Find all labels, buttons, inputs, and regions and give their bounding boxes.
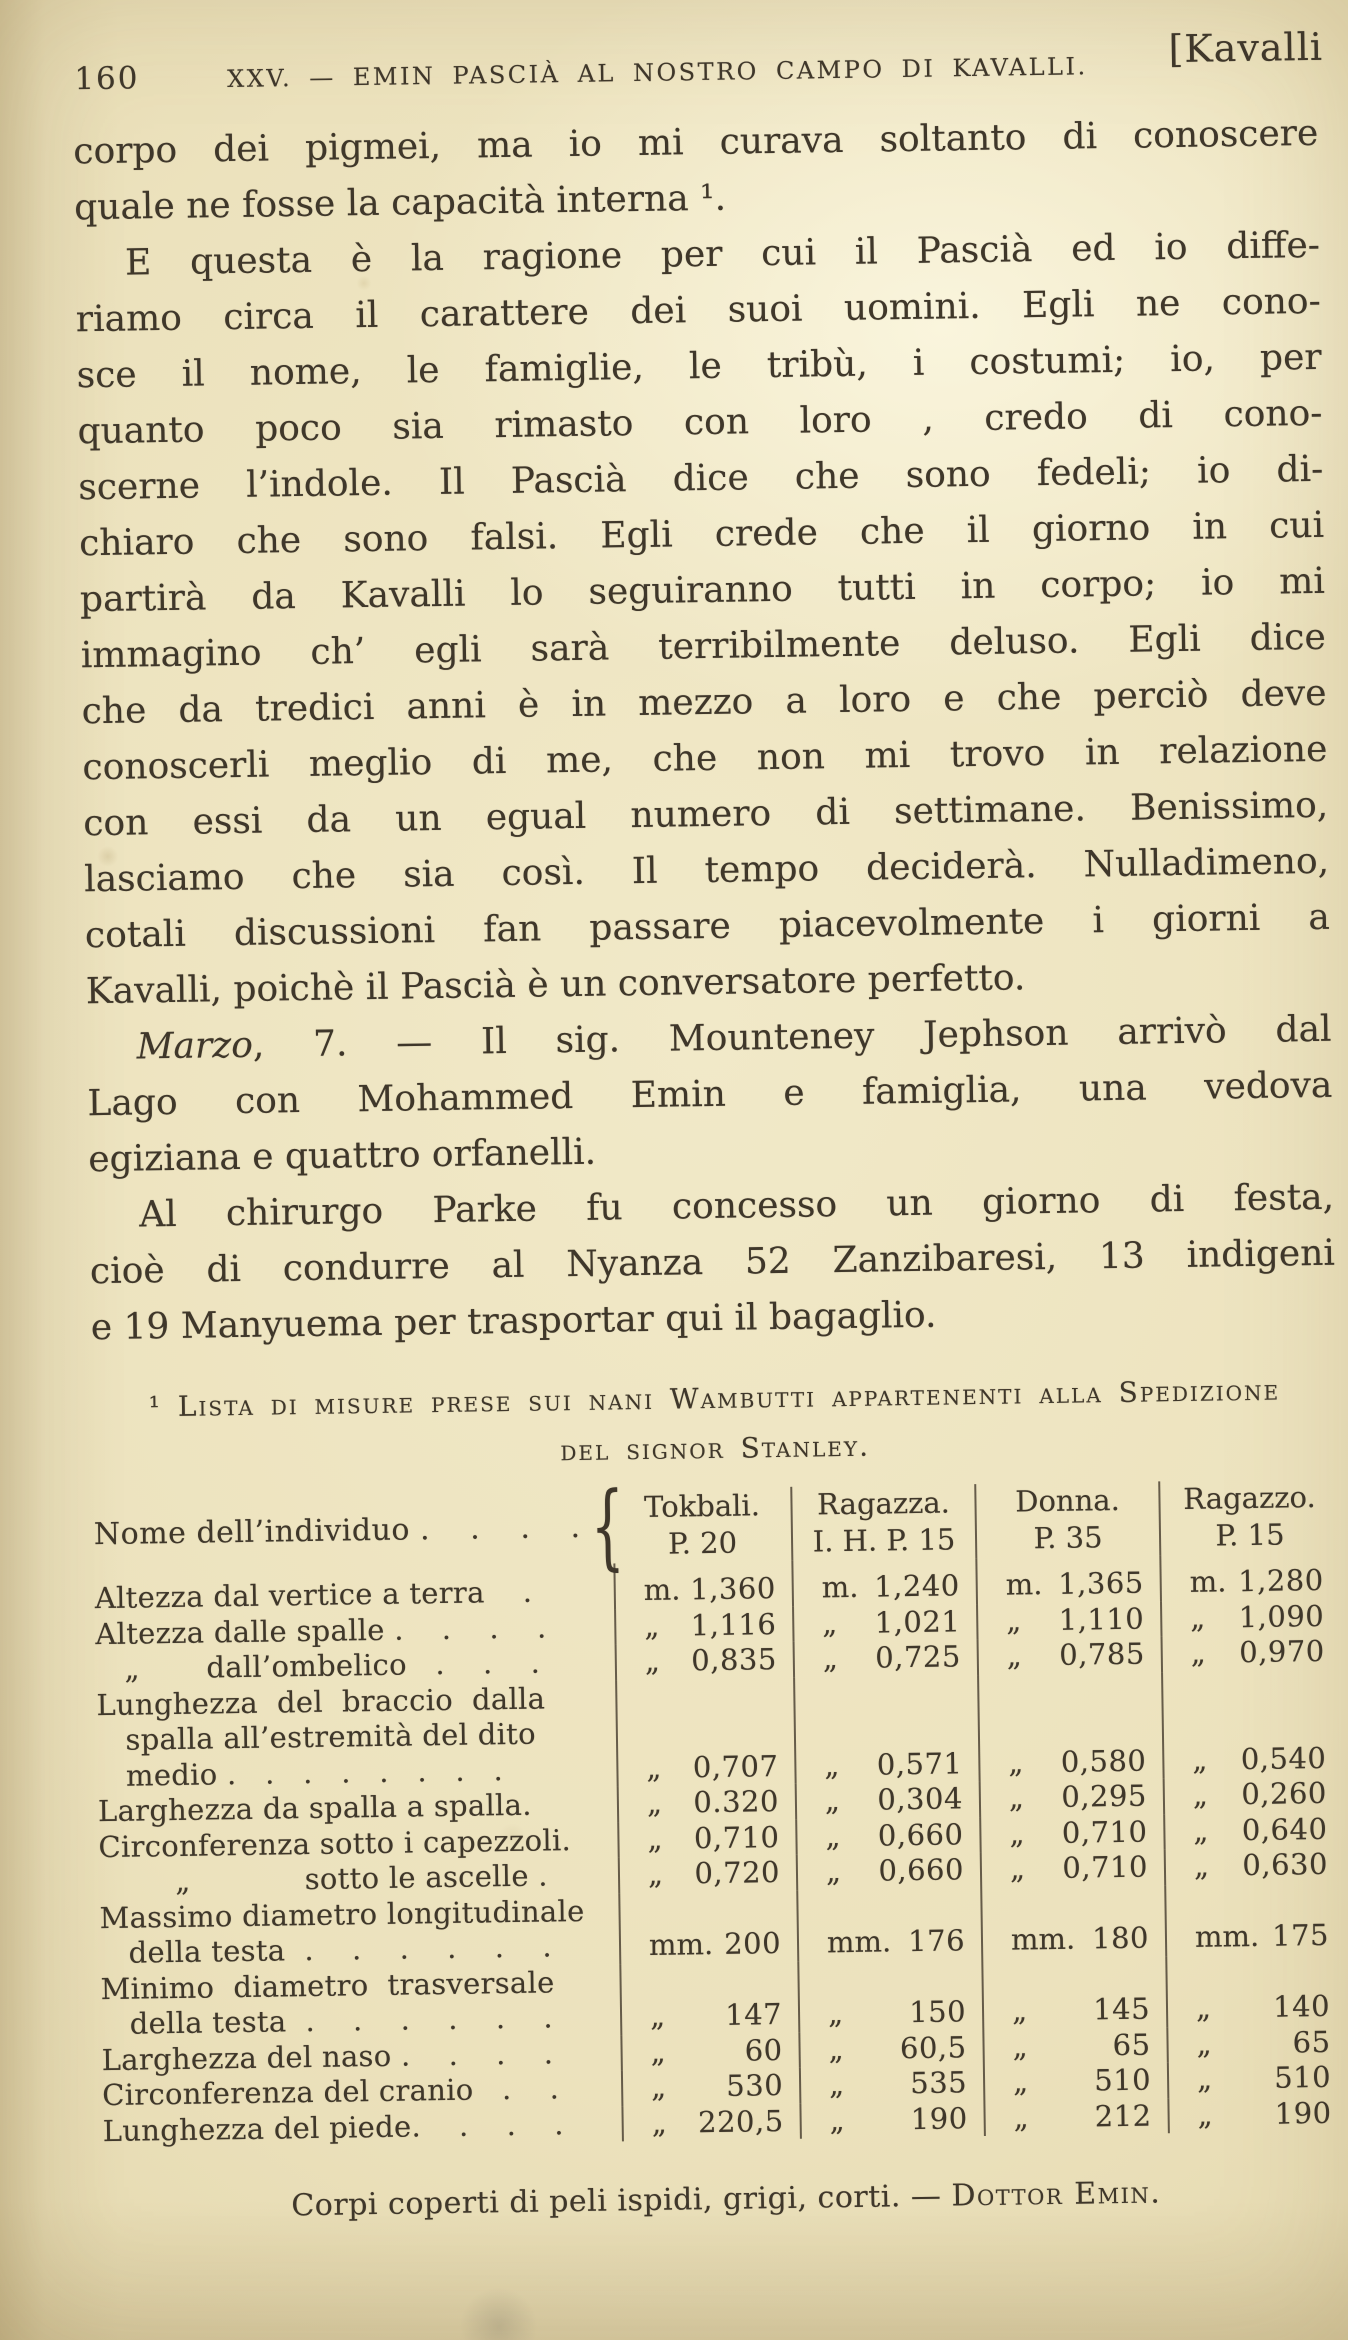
unit-mark: „ bbox=[1195, 1990, 1212, 2025]
measurement bbox=[980, 1743, 1163, 1781]
measurement-value: 176 bbox=[907, 1923, 966, 1959]
measurement-value: 510 bbox=[1093, 2062, 1152, 2098]
row-label-line: Lunghezza del piede. . . . bbox=[102, 2106, 564, 2148]
measurement-value: 175 bbox=[1271, 1917, 1330, 1953]
paragraph bbox=[89, 1170, 1336, 1356]
measurement-value: 150 bbox=[908, 1994, 967, 2030]
text-line: quale ne fosse la capacità interna ¹. bbox=[73, 177, 727, 229]
row-label-line: Massimo diametro longitudinale bbox=[99, 1893, 585, 1935]
unit-mark: „ bbox=[1009, 1851, 1026, 1886]
measurement-value: 0,710 bbox=[1062, 1849, 1149, 1885]
measurement-cell bbox=[983, 2027, 1168, 2065]
measurement-cell bbox=[618, 1819, 797, 1857]
text-line: egiziana e quattro orfanelli. bbox=[88, 1131, 597, 1181]
measurement-cell bbox=[976, 1555, 1161, 1603]
measurement-cell bbox=[800, 2065, 985, 2103]
unit-mark: „ bbox=[1008, 1744, 1024, 1780]
measurement-cell bbox=[1164, 1811, 1344, 1849]
measurement bbox=[798, 1852, 981, 1890]
measurement bbox=[623, 2103, 800, 2141]
column-header bbox=[1159, 1479, 1339, 1556]
unit-mark: mm. bbox=[1194, 1918, 1260, 1954]
unit-mark: „ bbox=[650, 2034, 666, 2069]
unit-mark: „ bbox=[644, 1608, 660, 1643]
footnote-line: ¹ Lista di misure prese sui nani Wambutti appartenenti alla Spedizione bbox=[148, 1373, 1281, 1424]
measurement-value: 1,090 bbox=[1238, 1598, 1325, 1634]
measurement-cell bbox=[1162, 1669, 1343, 1778]
unit-mark: „ bbox=[1193, 1813, 1209, 1848]
measurement-value: 220,5 bbox=[697, 2103, 784, 2139]
column-name: Donna. bbox=[1014, 1482, 1121, 1519]
measurement-cell bbox=[984, 2098, 1169, 2136]
measurement-cell bbox=[798, 1959, 983, 2033]
measurement bbox=[982, 1849, 1165, 1887]
unit-mark: „ bbox=[1189, 1600, 1206, 1635]
page-content bbox=[71, 0, 1348, 2226]
brace-glyph: { bbox=[589, 1470, 625, 1581]
text-line: cotali discussioni fan passare piacevolmente i giorni a bbox=[84, 896, 1331, 957]
measurement-value: 0,970 bbox=[1238, 1633, 1325, 1670]
footer-text: Corpi coperti di peli ispidi, grigi, corti. — bbox=[291, 2178, 952, 2224]
measurement bbox=[800, 1994, 983, 2032]
measurement-value: 1,280 bbox=[1237, 1562, 1324, 1599]
measurement-cell bbox=[793, 1604, 978, 1642]
column-subtitle: P. 20 bbox=[667, 1525, 738, 1561]
measurement-cell bbox=[980, 1778, 1165, 1816]
measurement bbox=[795, 1639, 978, 1677]
row-label-line: della testa . . . . . . bbox=[99, 1929, 553, 1971]
measurement bbox=[622, 2032, 799, 2070]
unit-mark: „ bbox=[647, 1821, 663, 1856]
measurement-cell bbox=[980, 1814, 1165, 1852]
running-title: XXV. — EMIN PASCIÀ AL NOSTRO CAMPO DI KAVALLI. bbox=[226, 52, 1088, 94]
measurement-value: 0,785 bbox=[1058, 1636, 1146, 1672]
measurement-value: 190 bbox=[910, 2100, 968, 2136]
measurement-value: 530 bbox=[726, 2068, 784, 2103]
measurement-value: 60 bbox=[744, 2032, 783, 2068]
measurement bbox=[985, 2098, 1168, 2136]
row-label-line: Larghezza da spalla a spalla. bbox=[97, 1787, 532, 1829]
unit-mark: m. bbox=[643, 1572, 681, 1608]
row-label bbox=[96, 1680, 618, 1794]
measurement-value: 140 bbox=[1272, 1988, 1331, 2024]
text-line: conoscerli meglio di me, che non mi trovo in relazione bbox=[82, 728, 1328, 789]
row-label bbox=[99, 1893, 620, 1972]
measurement bbox=[799, 1923, 982, 1961]
unit-mark: m. bbox=[1189, 1564, 1227, 1599]
measurement bbox=[621, 1926, 798, 1964]
measurement-value: 180 bbox=[1091, 1920, 1150, 1956]
measurement bbox=[801, 2101, 984, 2139]
row-label-line: della testa . . . . . . bbox=[100, 2000, 554, 2042]
running-head bbox=[72, 24, 1324, 99]
footnote-line: del signor Stanley. bbox=[560, 1429, 871, 1468]
measurement-cell bbox=[1160, 1553, 1340, 1601]
row-label bbox=[100, 1964, 621, 2043]
measurement bbox=[1168, 2024, 1347, 2062]
row-label-line: „ sotto le ascelle . bbox=[98, 1858, 549, 1900]
measurement-cell bbox=[616, 1677, 796, 1786]
table-body bbox=[94, 1553, 1347, 2149]
unit-mark: „ bbox=[1006, 1638, 1023, 1673]
row-label-line: medio . . . . . . . . bbox=[97, 1752, 504, 1793]
text-line: scerne l’indole. Il Pascià dice che sono fedeli; io di- bbox=[78, 448, 1324, 509]
measurement-value: 65 bbox=[1292, 2024, 1331, 2059]
measurement-cell bbox=[620, 1961, 799, 2035]
unit-mark: „ bbox=[829, 2102, 845, 2137]
column-subtitle: P. 35 bbox=[1033, 1520, 1103, 1556]
unit-mark: „ bbox=[822, 1641, 839, 1676]
measurement bbox=[1162, 1598, 1341, 1636]
unit-mark: „ bbox=[646, 1785, 663, 1820]
measurement-value: 0,660 bbox=[878, 1852, 965, 1888]
italic-text: Marzo bbox=[136, 1024, 254, 1068]
column-header bbox=[791, 1484, 976, 1561]
measurement-cell bbox=[982, 1956, 1167, 2030]
measurement bbox=[619, 1784, 796, 1822]
text-line: partirà da Kavalli lo seguiranno tutti in corpo; io mi bbox=[79, 560, 1326, 621]
measurement-cell bbox=[618, 1784, 797, 1822]
text-line: immagino ch’ egli sarà terribilmente deluso. Egli dice bbox=[80, 616, 1327, 677]
measurement-value: 0,630 bbox=[1242, 1846, 1329, 1883]
column-subtitle: P. 15 bbox=[1215, 1517, 1285, 1553]
text-line: quanto poco sia rimasto con loro , credo di cono- bbox=[77, 392, 1323, 453]
measurement bbox=[796, 1746, 979, 1784]
unit-mark: „ bbox=[1196, 2026, 1212, 2061]
measurement-value: 0,835 bbox=[691, 1642, 778, 1678]
measurement-cell bbox=[615, 1606, 794, 1644]
paragraph bbox=[75, 218, 1331, 1020]
measurement-cell bbox=[1165, 1882, 1345, 1956]
unit-mark: „ bbox=[828, 2031, 844, 2066]
unit-mark: „ bbox=[1012, 2028, 1028, 2064]
measurement bbox=[984, 1991, 1167, 2029]
measurement-value: 65 bbox=[1112, 2027, 1151, 2062]
unit-mark: mm. bbox=[826, 1924, 892, 1960]
measurement bbox=[622, 1997, 799, 2035]
measurement-value: 60,5 bbox=[899, 2029, 967, 2065]
stub-header-label: Nome dell’individuo . . . . bbox=[93, 1509, 581, 1552]
measurement bbox=[984, 2027, 1167, 2065]
measurement-value: 0,725 bbox=[875, 1639, 962, 1675]
measurement-cell bbox=[1168, 2095, 1348, 2133]
measurement bbox=[1169, 2095, 1348, 2133]
unit-mark: „ bbox=[651, 2105, 667, 2140]
unit-mark: „ bbox=[646, 1750, 662, 1785]
text-line: e 19 Manyuema per trasportar qui il bagaglio. bbox=[90, 1294, 937, 1349]
measurement bbox=[1165, 1776, 1344, 1814]
measurement-value: 1,365 bbox=[1057, 1565, 1144, 1601]
measurement-value: 190 bbox=[1274, 2095, 1332, 2131]
measurement-cell bbox=[978, 1636, 1163, 1674]
unit-mark: „ bbox=[824, 1783, 841, 1818]
measurement-value: 0,580 bbox=[1060, 1743, 1147, 1779]
measurement-value: 145 bbox=[1092, 1991, 1151, 2027]
measurement-value: 0,660 bbox=[877, 1816, 964, 1853]
measurement bbox=[1167, 1918, 1346, 1956]
row-label-line: Lunghezza del braccio dalla bbox=[96, 1680, 546, 1722]
measurement-cell bbox=[621, 2032, 800, 2070]
measurement-cell bbox=[796, 1781, 981, 1819]
unit-mark: „ bbox=[1190, 1635, 1207, 1670]
catchword: [Kavalli bbox=[1168, 24, 1324, 72]
measurement bbox=[794, 1604, 977, 1642]
measurement bbox=[801, 2065, 984, 2103]
page-number: 160 bbox=[74, 60, 140, 98]
measurement-value: 510 bbox=[1273, 2059, 1332, 2095]
unit-mark: „ bbox=[1011, 1993, 1028, 2028]
text-line: corpo dei pigmei, ma io mi curava soltanto di conoscere bbox=[73, 112, 1319, 173]
measurement bbox=[623, 2068, 800, 2106]
unit-mark: „ bbox=[825, 1854, 842, 1889]
measurement-value: 1,110 bbox=[1058, 1601, 1145, 1637]
measurement bbox=[979, 1636, 1162, 1674]
measurement bbox=[616, 1571, 793, 1609]
text-line: sce il nome, le famiglie, le tribù, i costumi; io, per bbox=[76, 336, 1322, 397]
row-label-line: Minimo diametro trasversale bbox=[100, 1964, 555, 2006]
measurement-cell bbox=[978, 1672, 1164, 1781]
unit-mark: „ bbox=[1196, 2061, 1213, 2096]
row-label-line: Altezza dalle spalle . . . . bbox=[95, 1609, 547, 1651]
unit-mark: „ bbox=[1193, 1848, 1210, 1883]
measurement bbox=[797, 1817, 980, 1855]
measurement-cell bbox=[799, 2030, 984, 2068]
measurement-cell bbox=[981, 1885, 1166, 1959]
measurement-value: 212 bbox=[1094, 2098, 1152, 2133]
unit-mark: „ bbox=[1192, 1777, 1209, 1812]
unit-mark: m. bbox=[821, 1569, 859, 1605]
measurement-cell bbox=[1167, 2024, 1347, 2062]
measurement bbox=[1168, 1989, 1347, 2027]
measurement bbox=[983, 1920, 1166, 1958]
measurement-cell bbox=[792, 1558, 977, 1606]
measurement-value: 0,707 bbox=[692, 1748, 779, 1784]
measurement-value: 0,571 bbox=[876, 1745, 963, 1782]
measurement bbox=[800, 2030, 983, 2068]
unit-mark: mm. bbox=[1010, 1921, 1076, 1957]
text-line: lasciamo che sia così. Il tempo deciderà. Nulladimeno, bbox=[83, 840, 1330, 901]
measurement-value: 200 bbox=[723, 1926, 782, 1961]
measurement-cell bbox=[619, 1890, 798, 1964]
measurement-value: 0,304 bbox=[877, 1781, 964, 1817]
measurement-cell bbox=[1164, 1776, 1344, 1814]
measurement bbox=[1169, 2060, 1348, 2098]
column-header bbox=[613, 1487, 792, 1564]
measurement bbox=[981, 1814, 1164, 1852]
body-text bbox=[73, 106, 1336, 1356]
measurement-value: 0.320 bbox=[693, 1784, 780, 1820]
measurement-cell bbox=[800, 2101, 985, 2139]
row-label-line: Circonferenza del cranio . . bbox=[101, 2071, 560, 2113]
measurement bbox=[1163, 1634, 1342, 1672]
unit-mark: „ bbox=[827, 1996, 844, 2031]
measurement-value: 0,640 bbox=[1241, 1811, 1328, 1847]
text-line: con essi da un egual numero di settimane. Benissimo, bbox=[83, 784, 1329, 845]
text-line: che da tredici anni è in mezzo a loro e che perciò deve bbox=[81, 672, 1327, 733]
column-name: Ragazzo. bbox=[1183, 1480, 1316, 1517]
text-line: Al chirurgo Parke fu concesso un giorno di festa, bbox=[138, 1176, 1335, 1236]
row-label bbox=[94, 1563, 615, 1616]
measurement bbox=[981, 1778, 1164, 1816]
unit-mark: „ bbox=[647, 1856, 664, 1891]
row-label-line: Larghezza del naso . . . . bbox=[101, 2035, 554, 2077]
measurement-value: 0,540 bbox=[1240, 1740, 1327, 1776]
measurement-cell bbox=[1165, 1847, 1345, 1885]
column-subtitle: I. H. P. 15 bbox=[812, 1522, 956, 1559]
paragraph bbox=[73, 106, 1320, 236]
measurement-cell bbox=[1168, 2060, 1348, 2098]
measurement-cell bbox=[1166, 1953, 1346, 2027]
measurement-cell bbox=[977, 1601, 1162, 1639]
measurements-table bbox=[93, 1470, 1348, 2149]
unit-mark: „ bbox=[825, 1818, 841, 1853]
text-line: riamo circa il carattere dei suoi uomini. Egli ne cono- bbox=[75, 280, 1322, 341]
row-label-line: „ dall’ombelico . . . bbox=[95, 1645, 541, 1687]
measurement-cell bbox=[614, 1561, 793, 1609]
measurement-value: 0,710 bbox=[1061, 1814, 1148, 1850]
unit-mark: „ bbox=[650, 2069, 667, 2104]
column-header bbox=[975, 1481, 1160, 1558]
measurement-cell bbox=[794, 1675, 980, 1784]
column-name: Ragazza. bbox=[816, 1485, 951, 1522]
text-line: E questa è la ragione per cui il Pascià ed io diffe- bbox=[124, 224, 1321, 284]
measurement bbox=[1164, 1740, 1343, 1778]
measurement bbox=[978, 1601, 1161, 1639]
measurement-value: 1,021 bbox=[874, 1603, 961, 1640]
text-line: Lago con Mohammed Emin e famiglia, una vedova bbox=[87, 1064, 1333, 1125]
measurement-cell bbox=[797, 1888, 982, 1962]
unit-mark: „ bbox=[1012, 2064, 1029, 2099]
measurement-cell bbox=[1161, 1598, 1341, 1636]
measurement bbox=[620, 1855, 797, 1893]
measurement-value: 1,240 bbox=[873, 1568, 960, 1604]
measurement-cell bbox=[796, 1817, 981, 1855]
unit-mark: „ bbox=[1192, 1742, 1208, 1777]
unit-mark: „ bbox=[1197, 2097, 1213, 2132]
unit-mark: „ bbox=[824, 1747, 840, 1782]
footnote bbox=[92, 1365, 1338, 1483]
measurement-value: 1,360 bbox=[689, 1571, 777, 1607]
unit-mark: „ bbox=[1008, 1780, 1025, 1815]
footer-signature: Dottor Emin. bbox=[951, 2175, 1162, 2214]
measurement-cell bbox=[981, 1849, 1166, 1887]
row-label-line: Circonferenza sotto i capezzoli. bbox=[98, 1822, 572, 1864]
table-row bbox=[96, 1669, 1342, 1794]
measurement bbox=[616, 1606, 793, 1644]
row-label-line: spalla all’estremità del dito bbox=[96, 1716, 537, 1758]
unit-mark: „ bbox=[1013, 2099, 1029, 2135]
unit-mark: „ bbox=[1009, 1815, 1025, 1851]
unit-mark: „ bbox=[1006, 1602, 1022, 1638]
text-line: Marzo, 7. — Il sig. Mounteney Jephson arrivò dal bbox=[136, 1008, 1332, 1068]
measurement-value: 0,710 bbox=[693, 1819, 780, 1855]
unit-mark: „ bbox=[649, 1998, 666, 2033]
unit-mark: m. bbox=[1005, 1567, 1043, 1602]
measurement bbox=[1166, 1847, 1345, 1885]
measurement bbox=[1165, 1811, 1344, 1849]
row-label bbox=[102, 2106, 622, 2149]
text-line: cioè di condurre al Nyanza 52 Zanzibaresi, 13 indigeni bbox=[89, 1232, 1336, 1293]
measurement-value: 147 bbox=[724, 1997, 783, 2032]
measurement-value: 0,260 bbox=[1241, 1775, 1328, 1812]
measurement bbox=[1161, 1563, 1340, 1601]
measurement-cell bbox=[1162, 1634, 1342, 1672]
measurement-cell bbox=[797, 1852, 982, 1890]
row-label-line: Altezza dal vertice a terra . bbox=[94, 1574, 533, 1616]
measurement bbox=[619, 1819, 796, 1857]
unit-mark: mm. bbox=[648, 1927, 714, 1962]
table-caption-footer bbox=[104, 2173, 1348, 2226]
table-stub-header bbox=[93, 1470, 625, 1581]
text-line: chiaro che sono falsi. Egli crede che il giorno in cui bbox=[78, 504, 1325, 565]
paragraph bbox=[86, 1002, 1333, 1188]
measurement bbox=[797, 1781, 980, 1819]
unit-mark: „ bbox=[822, 1605, 838, 1640]
measurement bbox=[617, 1642, 794, 1680]
measurement-value: 0,295 bbox=[1061, 1778, 1148, 1814]
measurement-value: 0,720 bbox=[694, 1855, 781, 1891]
unit-mark: „ bbox=[828, 2067, 845, 2102]
measurement-cell bbox=[616, 1642, 795, 1680]
measurement-cell bbox=[622, 2103, 801, 2141]
text-line: Kavalli, poichè il Pascià è un conversatore perfetto. bbox=[85, 957, 1026, 1013]
measurement-cell bbox=[622, 2068, 801, 2106]
measurement bbox=[793, 1568, 976, 1606]
column-name: Tokbali. bbox=[643, 1488, 761, 1525]
measurement bbox=[977, 1565, 1160, 1603]
unit-mark: „ bbox=[644, 1643, 661, 1679]
measurement bbox=[618, 1748, 795, 1786]
measurement-cell bbox=[794, 1639, 979, 1677]
measurement-value: 535 bbox=[910, 2065, 968, 2101]
measurement-cell bbox=[619, 1855, 798, 1893]
measurement bbox=[985, 2062, 1168, 2100]
measurement-cell bbox=[984, 2062, 1169, 2100]
measurement-value: 1,116 bbox=[690, 1606, 777, 1642]
